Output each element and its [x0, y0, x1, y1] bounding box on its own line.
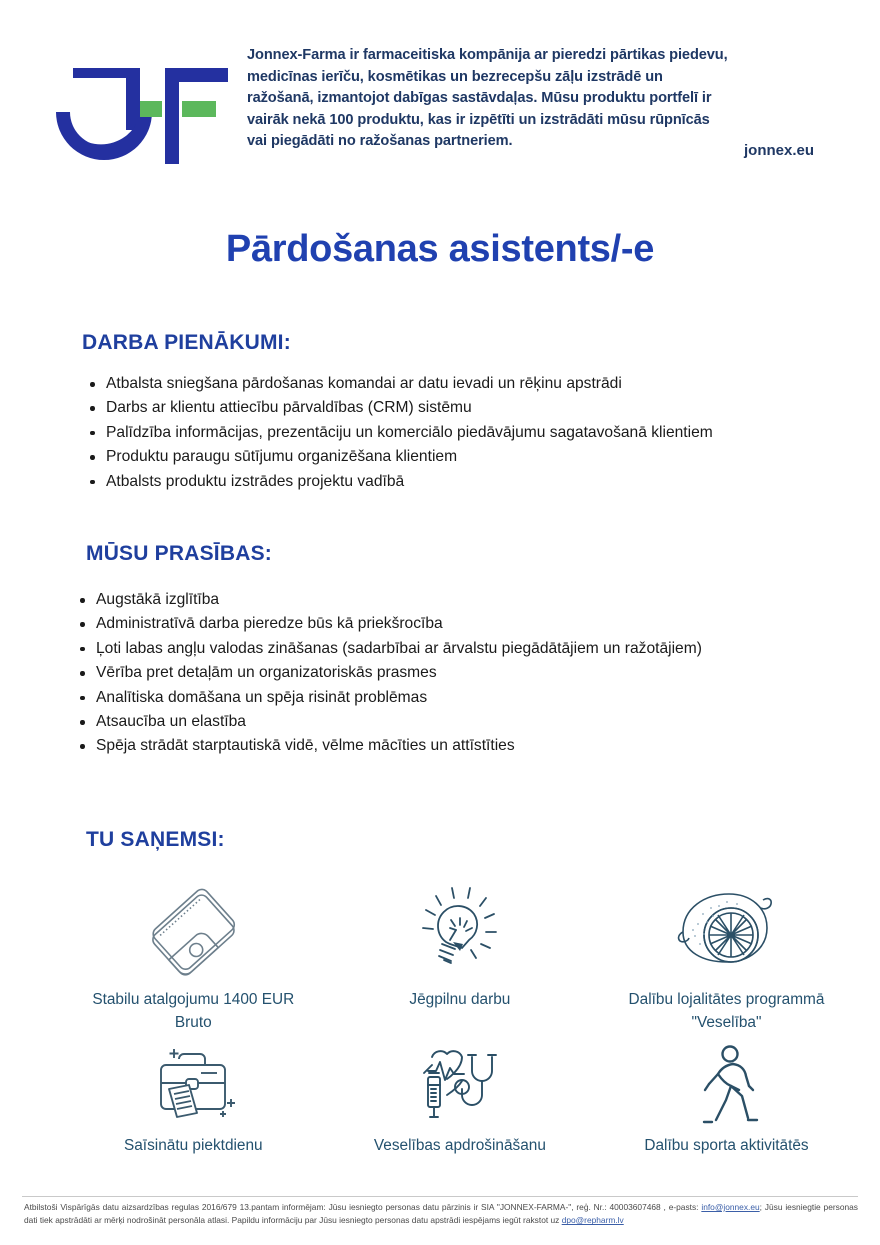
list-item: Analītiska domāšana un spēja risināt problēmas	[80, 686, 702, 710]
walking-person-icon	[680, 1042, 772, 1128]
footer-text-part-2: ; Jūsu iesniegtie personas dati tiek apstrādāti ar mērķi nodrošināt personāla atlasi. Papildu informāciju par Jūsu iesniegto personas datu apstrādi iespējams iegūt rakstot uz	[24, 1202, 858, 1226]
benefit-item-sport-activities	[593, 1042, 860, 1157]
footer-email-dpo-link[interactable]: dpo@repharm.lv	[561, 1215, 624, 1226]
list-item: Vērība pret detaļām un organizatoriskās prasmes	[80, 661, 702, 685]
briefcase-icon	[143, 1042, 243, 1128]
list-item: Spēja strādāt starptautiskā vidē, vēlme mācīties un attīstīties	[80, 734, 702, 758]
lightbulb-icon	[408, 878, 512, 982]
stethoscope-icon	[410, 1042, 510, 1128]
benefit-label: Stabilu atalgojumu 1400 EUR Bruto	[92, 991, 295, 1031]
list-item: Augstākā izglītība	[80, 588, 702, 612]
list-item: Darbs ar klientu attiecību pārvaldības (CRM) sistēmu	[90, 396, 713, 420]
benefit-label: Dalību lojalitātes programmā "Veselība"	[628, 991, 825, 1031]
benefit-label: Jēgpilnu darbu	[409, 991, 511, 1008]
section-heading-duties: DARBA PIENĀKUMI:	[82, 331, 291, 354]
section-heading-requirements: MŪSU PRASĪBAS:	[86, 542, 272, 565]
benefit-item-short-friday	[60, 1042, 327, 1157]
list-item: Ļoti labas angļu valodas zināšanas (sadarbībai ar ārvalstu piegādātājiem un ražotājiem)	[80, 637, 702, 661]
footer-email-info-link[interactable]: info@jonnex.eu	[701, 1202, 760, 1212]
company-logo	[48, 46, 230, 164]
company-website-link[interactable]: jonnex.eu	[744, 142, 815, 159]
duties-list	[62, 372, 713, 494]
benefit-label: Veselības apdrošināšanu	[373, 1137, 546, 1154]
footer-divider	[22, 1196, 858, 1197]
benefit-item-meaningful-work	[327, 878, 594, 1034]
list-item: Atbalsta sniegšana pārdošanas komandai ar datu ievadi un rēķinu apstrādi	[90, 372, 713, 396]
benefits-row-1	[60, 878, 860, 1034]
benefit-label: Saīsinātu piektdienu	[123, 1137, 263, 1154]
lemon-icon	[671, 878, 781, 982]
section-heading-offer: TU SAŅEMSI:	[86, 828, 225, 851]
footer-text-part-1: Atbilstoši Vispārīgās datu aizsardzības regulas 2016/679 13.pantam informējam: Jūsu iesniegto personas datu pārzinis ir SIA "JONNEX-FARMA-", reģ. Nr.: 40003607468 , e-pasts:	[24, 1202, 699, 1212]
list-item: Atbalsts produktu izstrādes projektu vadībā	[90, 470, 713, 494]
company-intro-text: Jonnex-Farma ir farmaceitiska kompānija ar pieredzi pārtikas piedevu, medicīnas ierīču, kosmētikas un bezrecepšu zāļu izstrādē un ražošanā, izmantojot dabīgas sastāvdaļas. Mūsu produktu portfelī ir vairāk nekā 100 produktu, kas ir izpētīti un izstrādāti mūsu rūpnīcās vai piegādāti no ražošanas partneriem.	[247, 47, 728, 149]
list-item: Administratīvā darba pieredze būs kā priekšrocība	[80, 612, 702, 636]
benefit-item-loyalty-program	[593, 878, 860, 1034]
page-header	[0, 0, 880, 200]
benefit-item-health-insurance	[327, 1042, 594, 1157]
benefits-grid	[60, 878, 860, 1157]
list-item: Palīdzība informācijas, prezentāciju un komerciālo piedāvājumu sagatavošanā klientiem	[90, 421, 713, 445]
list-item: Produktu paraugu sūtījumu organizēšana klientiem	[90, 445, 713, 469]
footer-legal-text	[24, 1201, 858, 1228]
list-item: Atsaucība un elastība	[80, 710, 702, 734]
benefit-item-salary	[60, 878, 327, 1034]
requirements-list	[52, 588, 702, 759]
benefit-label: Dalību sporta aktivitātēs	[644, 1137, 809, 1154]
job-title: Pārdošanas asistents/-e	[225, 228, 655, 270]
benefits-row-2	[60, 1042, 860, 1157]
wallet-icon	[141, 878, 245, 982]
